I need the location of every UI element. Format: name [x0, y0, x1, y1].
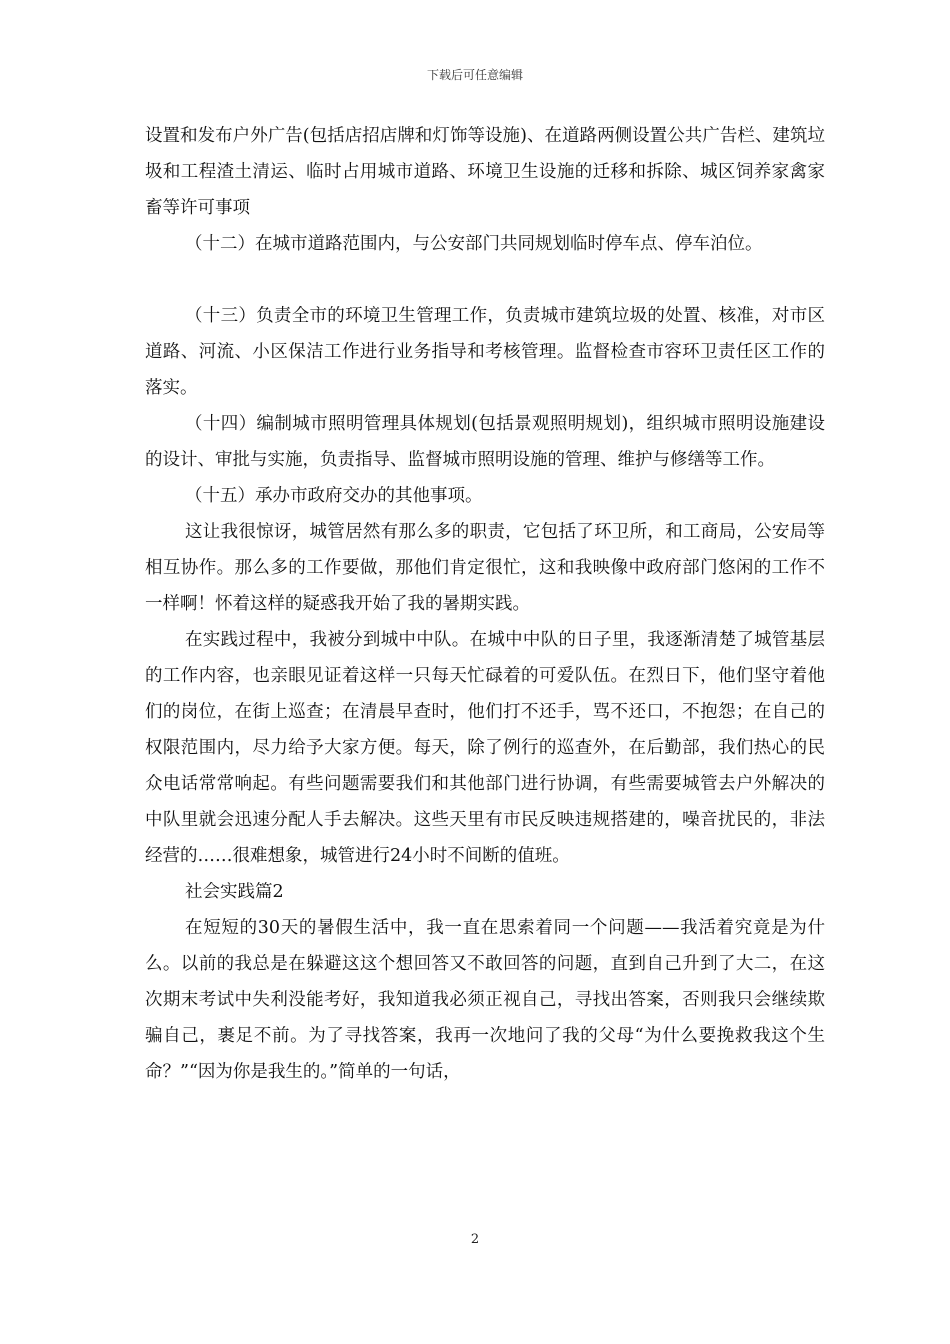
- paragraph-surprise: 这让我很惊讶，城管居然有那么多的职责，它包括了环卫所，和工商局，公安局等相互协作。那么多的工作要做，那他们肯定很忙，这和我映像中政府部门悠闲的工作不一样啊！怀着这样的疑惑我开始了我的暑期实践。: [145, 522, 825, 614]
- paragraph-item-12: （十二）在城市道路范围内，与公安部门共同规划临时停车点、停车泊位。: [185, 234, 763, 254]
- paragraph-summer: 在短短的30天的暑假生活中，我一直在思索着同一个问题——我活着究竟是为什么。以前的我总是在躲避这这个想回答又不敢回答的问题，直到自己升到了大二，在这次期末考试中失利没能考好，我知道我必须正视自己，寻找出答案，否则我只会继续欺骗自己，裹足不前。为了寻找答案，我再一次地问了我的父母“为什么要挽救我这个生命？”“因为你是我生的。”简单的一句话，: [145, 918, 825, 1082]
- document-body: [145, 118, 825, 1090]
- section-heading: 社会实践篇2: [185, 882, 284, 902]
- paragraph-item-14: （十四）编制城市照明管理具体规划(包括景观照明规划)，组织城市照明设施建设的设计、审批与实施，负责指导、监督城市照明设施的管理、维护与修缮等工作。: [145, 414, 825, 470]
- paragraph-permits: 设置和发布户外广告(包括店招店牌和灯饰等设施)、在道路两侧设置公共广告栏、建筑垃圾和工程渣土清运、临时占用城市道路、环境卫生设施的迁移和拆除、城区饲养家禽家畜等许可事项: [145, 126, 825, 218]
- page-number: 2: [470, 1232, 480, 1247]
- paragraph-item-13: （十三）负责全市的环境卫生管理工作，负责城市建筑垃圾的处置、核准，对市区道路、河流、小区保洁工作进行业务指导和考核管理。监督检查市容环卫责任区工作的落实。: [145, 306, 825, 398]
- page-header: 下载后可任意编辑: [426, 68, 523, 82]
- paragraph-practice: 在实践过程中，我被分到城中中队。在城中中队的日子里，我逐渐清楚了城管基层的工作内容，也亲眼见证着这样一只每天忙碌着的可爱队伍。在烈日下，他们坚守着他们的岗位，在街上巡查；在清晨早查时，他们打不还手，骂不还口，不抱怨；在自己的权限范围内，尽力给予大家方便。每天，除了例行的巡查外，在后勤部，我们热心的民众电话常常响起。有些问题需要我们和其他部门进行协调，有些需要城管去户外解决的中队里就会迅速分配人手去解决。这些天里有市民反映违规搭建的，噪音扰民的，非法经营的……很难想象，城管进行24小时不间断的值班。: [145, 630, 825, 866]
- paragraph-item-15: （十五）承办市政府交办的其他事项。: [185, 486, 483, 506]
